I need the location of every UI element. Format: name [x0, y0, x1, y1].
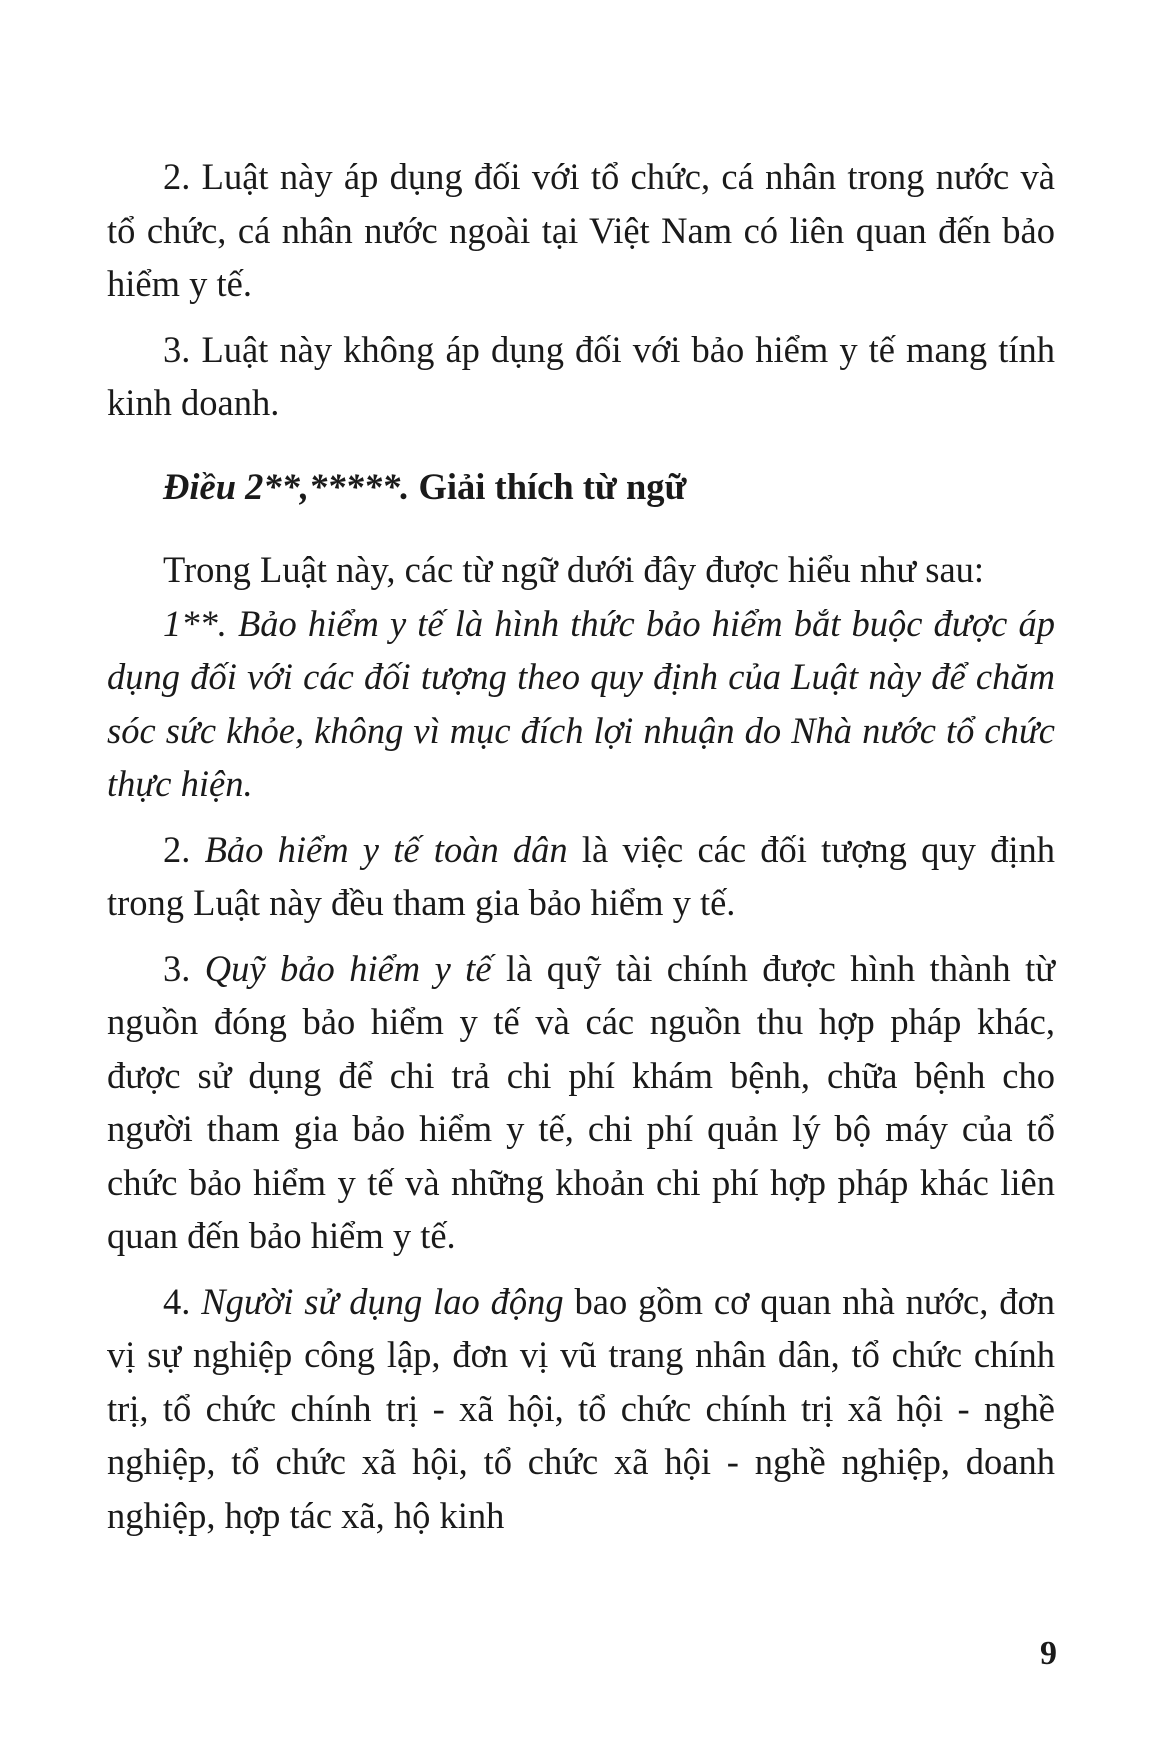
article-number: Điều 2**,*****. [163, 465, 410, 507]
definition-2 [107, 823, 1055, 930]
page-number: 9 [1040, 1635, 1057, 1672]
paragraph-clause-3: 3. Luật này không áp dụng đối với bảo hiểm y tế mang tính kinh doanh. [107, 328, 1055, 423]
definition-4 [107, 1275, 1055, 1543]
paragraph-clause-2: 2. Luật này áp dụng đối với tổ chức, cá nhân trong nước và tổ chức, cá nhân nước ngoài tại Việt Nam có liên quan đến bảo hiểm y tế. [107, 156, 1055, 304]
definition-1: 1**. Bảo hiểm y tế là hình thức bảo hiểm bắt buộc được áp dụng đối với các đối tượng theo quy định của Luật này để chăm sóc sức khỏe, không vì mục đích lợi nhuận do Nhà nước tổ chức thực hiện. [107, 602, 1055, 804]
article-heading [107, 460, 1055, 514]
article-title: Giải thích từ ngữ [409, 465, 687, 507]
body-text [107, 150, 1055, 1542]
paragraph-intro: Trong Luật này, các từ ngữ dưới đây được hiểu như sau: [163, 549, 985, 590]
definition-3-term: Quỹ bảo hiểm y tế [204, 947, 492, 989]
definition-3-text: là quỹ tài chính được hình thành từ nguồn đóng bảo hiểm y tế và các nguồn thu hợp pháp khác, được sử dụng để chi trả chi phí khám bệnh, chữa bệnh cho người tham gia bảo hiểm y tế, chi phí quản lý bộ máy của tổ chức bảo hiểm y tế và những khoản chi phí hợp pháp khác liên quan đến bảo hiểm y tế. [107, 947, 1055, 1256]
definition-3 [107, 942, 1055, 1263]
definition-2-term: Bảo hiểm y tế toàn dân [204, 828, 568, 870]
definition-2-prefix: 2. [163, 828, 205, 870]
definition-4-term: Người sử dụng lao động [201, 1280, 564, 1322]
definition-2-text: là việc các đối tượng quy định trong Luật này đều tham gia bảo hiểm y tế. [107, 828, 1055, 923]
definition-3-prefix: 3. [163, 947, 205, 989]
definition-4-text: bao gồm cơ quan nhà nước, đơn vị sự nghiệp công lập, đơn vị vũ trang nhân dân, tổ chức chính trị, tổ chức chính trị - xã hội, tổ chức chính trị xã hội - nghề nghiệp, tổ chức xã hội, tổ chức xã hội - nghề nghiệp, doanh nghiệp, hợp tác xã, hộ kinh [107, 1280, 1055, 1536]
definition-4-prefix: 4. [163, 1280, 202, 1322]
